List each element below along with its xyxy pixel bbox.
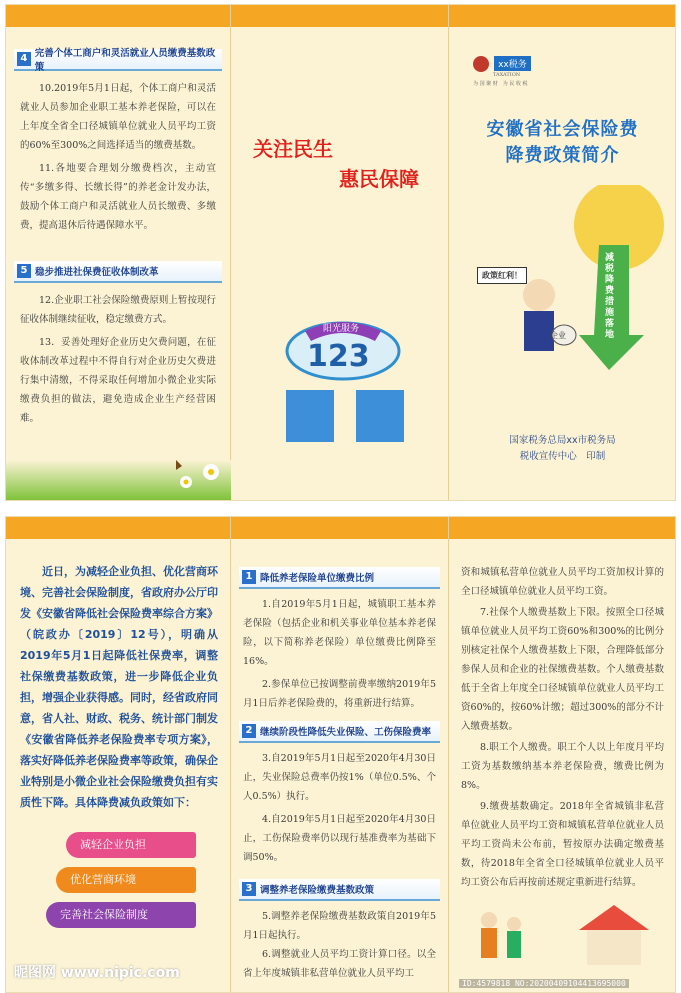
section-header-5: [14, 261, 222, 283]
policy-item-13: 13．妥善处理好企业历史欠费问题，在征收体制改革过程中不得自行对企业历史欠费进行集中清缴，不得采取任何增加小微企业实际缴费负担的做法，避免造成企业生产经营困难。: [20, 337, 216, 424]
brochure-outer-side: [5, 4, 676, 501]
money-tree-illustration: [469, 185, 669, 385]
logo-en: TAXATION: [493, 72, 521, 78]
policy-item-8: 8.职工个人缴费。职工个人以上年度月平均工资为基数缴纳基本养老保险费，缴费比例为8%。: [461, 742, 664, 791]
section-header-2: [239, 721, 440, 743]
inner-right-panel: [449, 517, 676, 992]
section-title: 降低养老保险单位缴费比例: [260, 573, 375, 584]
cover-title: [449, 117, 676, 169]
policy-item-12: 12.企业职工社会保险缴费原则上暂按现行征收体制继续征收，稳定缴费方式。: [20, 295, 216, 325]
section-title: 调整养老保险缴费基数政策: [260, 885, 375, 896]
family-house-illustration: [469, 900, 659, 970]
section-number: 5: [17, 264, 31, 278]
nipic-watermark: 昵图网 www.nipic.com: [14, 965, 180, 981]
badge-text: 阳光服务: [323, 324, 360, 334]
policy-item-11: 11.各地要合理划分缴费档次，主动宣传“多缴多得、长缴长得”的养老金计发办法，鼓励个体工商户和灵活就业人员长缴费、多缴费，提高退休后待遇保障水平。: [20, 163, 216, 231]
service-badge: [285, 313, 405, 383]
grass-flowers-decoration: [6, 460, 231, 500]
section-header-4: [14, 49, 222, 71]
qr-placeholder-left: [286, 390, 334, 442]
issuer-info: [449, 433, 676, 465]
policy-item-4: 4.自2019年5月1日起至2020年4月30日止，工伤保险费率仍以现行基准费率为基础下调50%。: [243, 814, 436, 863]
badge-digits: 123: [307, 339, 370, 374]
ribbon-2: 优化营商环境: [56, 867, 196, 893]
slogan-line-2: 惠民保障: [339, 167, 419, 191]
image-id-watermark: ID:4579818 NO:20200409104413695000: [459, 979, 629, 988]
policy-item-6: 6.调整就业人员平均工资计算口径。以全省上年度城镇非私营单位就业人员平均工: [243, 949, 436, 979]
policy-item-9: 9.缴费基数确定。2018年全省城镇非私营单位就业人员平均工资和城镇私营单位就业人员平均工资尚未公布前，暂按原办法确定缴费基数，待2018年全省全口径城镇单位就业人员平均工资公布后再按前述规定重新进行结算。: [461, 801, 664, 888]
tax-emblem-icon: [473, 56, 489, 72]
qr-placeholder-right: [356, 390, 404, 442]
section-title: 继续阶段性降低失业保险、工伤保险费率: [260, 727, 432, 738]
section-header-3: [239, 879, 440, 901]
inner-left-panel: [6, 517, 230, 992]
section-number: 1: [242, 570, 256, 584]
outer-middle-panel: [231, 5, 448, 500]
outer-left-panel: [6, 5, 230, 500]
policy-item-10: 10.2019年5月1日起，个体工商户和灵活就业人员参加企业职工基本养老保险，可以在上年度全省全口径城镇单位就业人员平均工资的60%至300%之间选择适当的缴费基数。: [20, 83, 216, 151]
policy-item-5: 5.调整养老保险缴费基数政策自2019年5月1日起执行。: [243, 911, 436, 941]
issuer-line-1: 国家税务总局xx市税务局: [509, 435, 616, 446]
policy-item-6-continued: 资和城镇私营单位就业人员平均工资加权计算的全口径城镇单位就业人员平均工资。: [461, 567, 664, 597]
speech-bubble: 政策红利！: [477, 267, 527, 284]
intro-text: 近日，为减轻企业负担、优化营商环境、完善社会保险制度，省政府办公厅印发《安徽省降低社会保险费率综合方案》（皖政办〔2019〕12号），明确从2019年5月1日起降低社保费率，调整社保缴费基数政策，进一步降低企业负担，增强企业获得感。同时，经省政府同意，省人社、财政、税务、统计部门制发《安徽省降低养老保险费率专项方案》，落实好降低养老保险费率等政策，确保企业特别是小微企业社会保险缴费负担有实质性下降。具体降费减负政策如下：: [20, 565, 218, 809]
policy-item-7: 7.社保个人缴费基数上下限。按照全口径城镇单位就业人员平均工资60%和300%的比例分别核定社保个人缴费基数上下限，合理降低部分参保人员和企业的社保缴费基数。个人缴费基数低于全省上年度全口径城镇单位就业人员平均工资60%的，按60%计缴；超过300%的部分不计入缴费基数。: [461, 607, 664, 732]
inner-middle-panel: [231, 517, 448, 992]
slogan-line-1: 关注民生: [253, 137, 333, 161]
policy-item-3: 3.自2019年5月1日起至2020年4月30日止，失业保险总费率仍按1%（单位0.5%、个人0.5%）执行。: [243, 753, 436, 802]
logo-motto: 为 国 聚 财 为 民 收 税: [473, 81, 528, 87]
logo-name: xx税务: [494, 56, 531, 71]
ribbon-3: 完善社会保险制度: [46, 902, 196, 928]
cover-title-line-1: 安徽省社会保险费: [486, 119, 639, 140]
cover-title-line-2: 降费政策简介: [505, 145, 620, 166]
section-number: 2: [242, 724, 256, 738]
ribbon-1: 减轻企业负担: [66, 832, 196, 858]
bag-label: 企业: [550, 331, 566, 340]
flower-icon: [6, 460, 231, 500]
policy-item-2: 2.参保单位已按调整前费率缴纳2019年5月1日后养老保险费的，将重新进行结算。: [243, 679, 436, 709]
section-title: 完善个体工商户和灵活就业人员缴费基数政策: [34, 48, 216, 73]
section-number: 4: [17, 52, 31, 66]
arrow-label: 减税降费措施落地: [605, 253, 615, 340]
family-icon: [469, 900, 659, 970]
section-title: 稳步推进社保费征收体制改革: [35, 267, 159, 278]
issuer-line-2: 税收宣传中心 印制: [519, 451, 606, 462]
brochure-inner-side: [5, 516, 676, 993]
section-header-1: [239, 567, 440, 589]
policy-illustration: [469, 185, 669, 385]
tax-logo: [473, 53, 531, 87]
outer-cover-panel: [449, 5, 676, 500]
policy-item-1: 1.自2019年5月1日起，城镇职工基本养老保险（包括企业和机关事业单位基本养老保险，以下简称养老保险）单位缴费比例降至16%。: [243, 599, 436, 667]
section-number: 3: [242, 882, 256, 896]
